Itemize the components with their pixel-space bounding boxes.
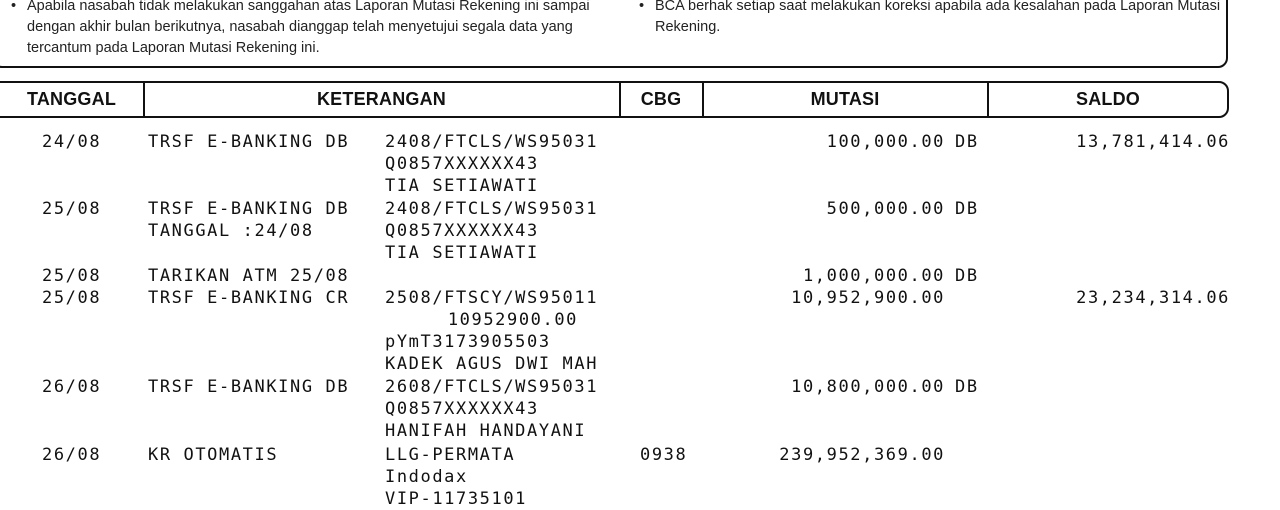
- row-detail: VIP-11735101: [385, 489, 528, 509]
- row-detail: HANIFAH HANDAYANI: [385, 421, 587, 441]
- row-detail: 2508/FTSCY/WS95011: [385, 288, 599, 308]
- row-type: TRSF E-BANKING DB: [148, 199, 350, 219]
- row-date: 25/08: [42, 266, 102, 286]
- row-dbcr: DB: [955, 266, 979, 286]
- row-date: 25/08: [42, 288, 102, 308]
- header-cbg: CBG: [640, 89, 682, 109]
- header-tanggal: TANGGAL: [26, 89, 117, 109]
- row-type2: TANGGAL :24/08: [148, 221, 314, 241]
- row-amount: 500,000.00: [826, 199, 945, 219]
- bullet-icon: •: [11, 0, 17, 14]
- row-type: TRSF E-BANKING DB: [148, 377, 350, 397]
- row-dbcr: DB: [955, 199, 979, 219]
- note-left-text: Apabila nasabah tidak melakukan sanggahan atas Laporan Mutasi Rekening ini sampai dengan akhir bulan berikutnya, nasabah dianggap telah menyetujui segala data yang tercantum pada Laporan Mutasi Rekening ini.: [27, 0, 590, 56]
- bullet-icon: •: [639, 0, 645, 14]
- row-type: TRSF E-BANKING CR: [148, 288, 350, 308]
- row-balance: 23,234,314.06: [1076, 288, 1230, 308]
- row-detail: 10952900.00: [447, 310, 578, 330]
- row-amount: 239,952,369.00: [779, 445, 945, 465]
- row-detail: Q0857XXXXXX43: [385, 221, 539, 241]
- row-detail: Q0857XXXXXX43: [385, 154, 539, 174]
- row-dbcr: DB: [955, 132, 979, 152]
- header-keterangan: KETERANGAN: [316, 89, 446, 109]
- row-amount: 10,800,000.00: [791, 377, 945, 397]
- row-detail: TIA SETIAWATI: [385, 176, 539, 196]
- row-date: 24/08: [42, 132, 102, 152]
- row-dbcr: DB: [955, 377, 979, 397]
- header-saldo: SALDO: [1076, 89, 1140, 109]
- row-date: 25/08: [42, 199, 102, 219]
- row-cbg: 0938: [640, 445, 688, 465]
- row-detail: Indodax: [385, 467, 468, 487]
- row-detail: 2408/FTCLS/WS95031: [385, 199, 599, 219]
- row-balance: 13,781,414.06: [1076, 132, 1230, 152]
- header-mutasi: MUTASI: [810, 89, 880, 109]
- row-type: TRSF E-BANKING DB: [148, 132, 350, 152]
- note-left: [11, 0, 602, 59]
- row-date: 26/08: [42, 377, 102, 397]
- note-right: [639, 0, 1225, 38]
- row-type: KR OTOMATIS: [148, 445, 279, 465]
- row-detail: LLG-PERMATA: [385, 445, 516, 465]
- row-detail: pYmT3173905503: [385, 332, 551, 352]
- note-right-text: BCA berhak setiap saat melakukan koreksi apabila ada kesalahan pada Laporan Mutasi Rekening.: [655, 0, 1221, 35]
- row-type: TARIKAN ATM 25/08: [148, 266, 350, 286]
- row-amount: 10,952,900.00: [791, 288, 945, 308]
- row-detail: TIA SETIAWATI: [385, 243, 539, 263]
- row-amount: 1,000,000.00: [802, 266, 945, 286]
- row-detail: 2608/FTCLS/WS95031: [385, 377, 599, 397]
- row-amount: 100,000.00: [826, 132, 945, 152]
- row-detail: KADEK AGUS DWI MAH: [385, 354, 599, 374]
- row-detail: Q0857XXXXXX43: [385, 399, 539, 419]
- row-date: 26/08: [42, 445, 102, 465]
- row-detail: 2408/FTCLS/WS95031: [385, 132, 599, 152]
